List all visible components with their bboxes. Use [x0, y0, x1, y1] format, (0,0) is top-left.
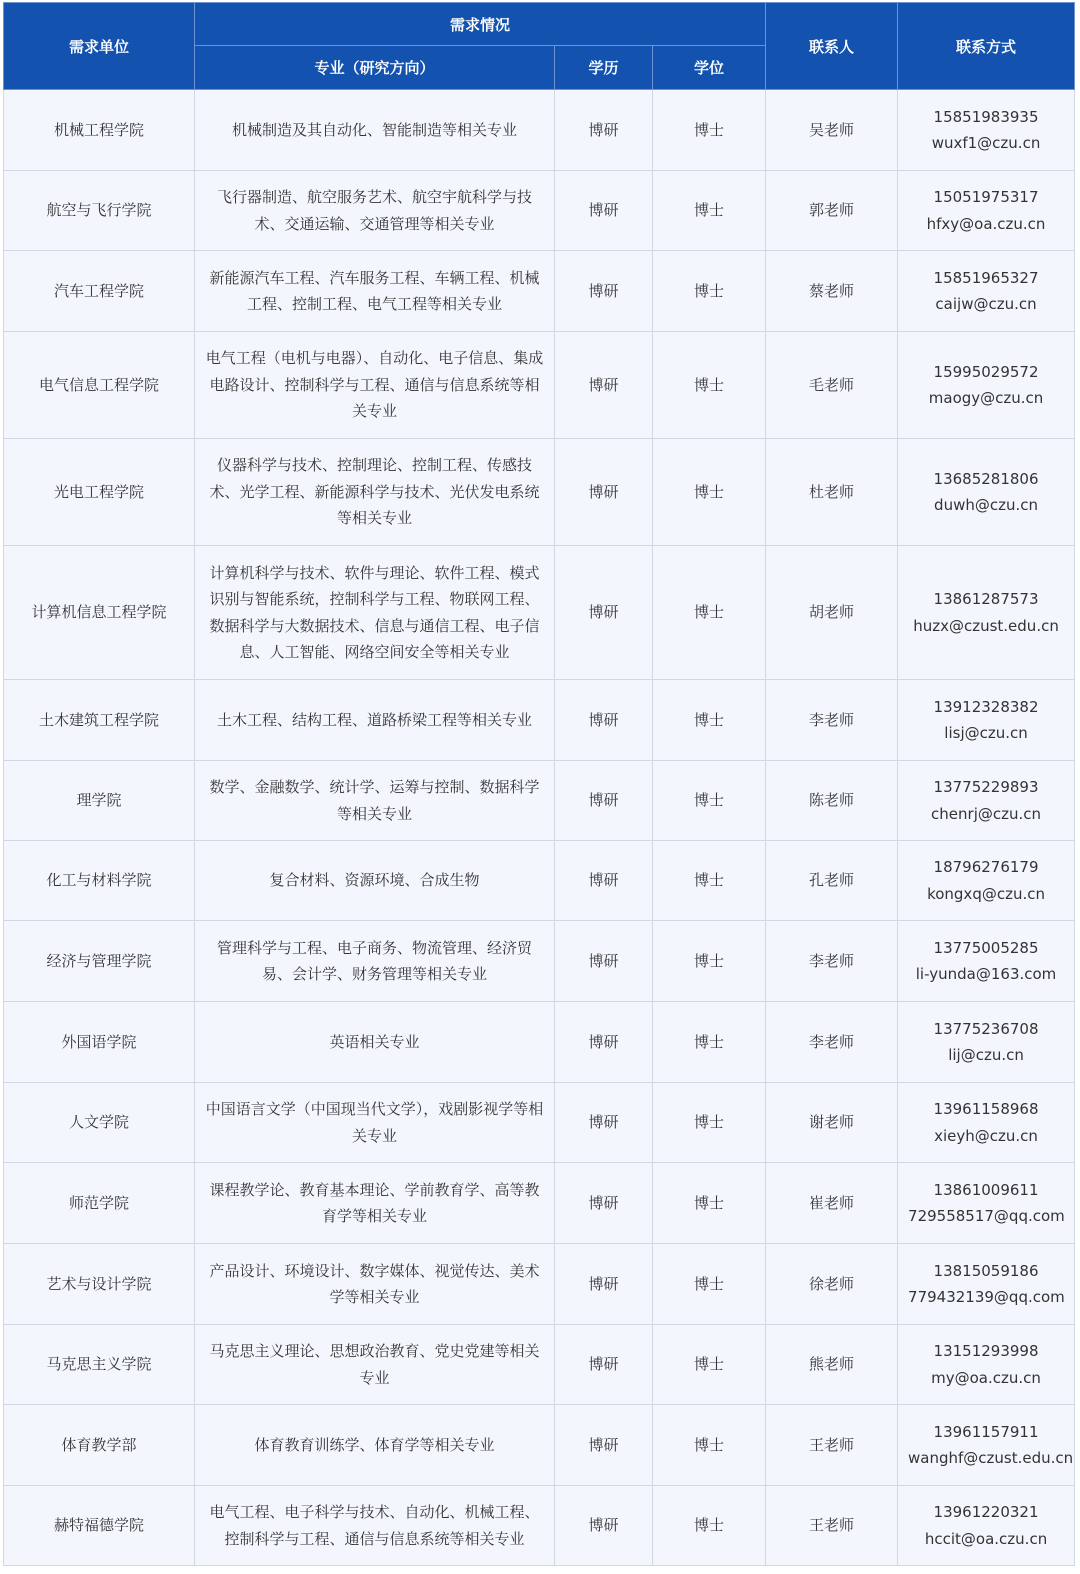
contact-info-cell [898, 921, 1075, 1002]
degree-cell: 博士 [653, 1083, 766, 1163]
degree-cell: 博士 [653, 90, 766, 171]
education-cell: 博研 [555, 90, 653, 171]
header-education: 学历 [555, 46, 653, 90]
education-cell: 博研 [555, 439, 653, 546]
unit-cell: 航空与飞行学院 [4, 171, 195, 251]
phone-number: 18796276179 [933, 858, 1039, 876]
phone-number: 13961220321 [933, 1503, 1039, 1521]
unit-cell: 电气信息工程学院 [4, 332, 195, 439]
table-row [4, 251, 1075, 332]
major-cell: 产品设计、环境设计、数字媒体、视觉传达、美术学等相关专业 [195, 1244, 555, 1325]
table-row [4, 332, 1075, 439]
education-cell: 博研 [555, 1163, 653, 1244]
table-body [4, 90, 1075, 1566]
education-cell: 博研 [555, 1405, 653, 1486]
table-row [4, 1163, 1075, 1244]
contact-info-cell [898, 332, 1075, 439]
phone-number: 13961157911 [933, 1422, 1039, 1441]
phone-number: 15851983935 [933, 107, 1039, 126]
degree-cell: 博士 [653, 439, 766, 546]
unit-cell: 外国语学院 [4, 1002, 195, 1083]
education-cell: 博研 [555, 1083, 653, 1163]
email-address[interactable]: chenrj@czu.cn [931, 804, 1042, 823]
degree-cell: 博士 [653, 1325, 766, 1405]
degree-cell: 博士 [653, 921, 766, 1002]
table-row [4, 439, 1075, 546]
email-address[interactable]: li-yunda@163.com [915, 965, 1057, 983]
degree-cell: 博士 [653, 680, 766, 761]
table-row [4, 1002, 1075, 1083]
major-cell: 计算机科学与技术、软件与理论、软件工程、模式识别与智能系统，控制科学与工程、物联网工程、数据科学与大数据技术、信息与通信工程、电子信息、人工智能、网络空间安全等相关专业 [195, 546, 555, 680]
education-cell: 博研 [555, 1325, 653, 1405]
contact-person-cell: 杜老师 [766, 439, 898, 546]
major-cell: 课程教学论、教育基本理论、学前教育学、高等教育学等相关专业 [195, 1163, 555, 1244]
degree-cell: 博士 [653, 1163, 766, 1244]
degree-cell: 博士 [653, 761, 766, 841]
degree-cell: 博士 [653, 1002, 766, 1083]
header-unit: 需求单位 [4, 3, 195, 90]
contact-person-cell: 蔡老师 [766, 251, 898, 332]
email-address[interactable]: my@oa.czu.cn [931, 1368, 1041, 1387]
email-address[interactable]: lij@czu.cn [948, 1046, 1024, 1064]
contact-info-cell [898, 1405, 1075, 1486]
degree-cell: 博士 [653, 1405, 766, 1486]
phone-number: 13775236708 [933, 1019, 1039, 1038]
education-cell: 博研 [555, 761, 653, 841]
degree-cell: 博士 [653, 332, 766, 439]
education-cell: 博研 [555, 1002, 653, 1083]
contact-info-cell [898, 1163, 1075, 1244]
email-address[interactable]: maogy@czu.cn [928, 389, 1044, 407]
table-row [4, 1325, 1075, 1405]
email-address[interactable]: hccit@oa.czu.cn [924, 1529, 1048, 1548]
phone-number: 13861287573 [933, 590, 1039, 608]
contact-person-cell: 郭老师 [766, 171, 898, 251]
degree-cell: 博士 [653, 1244, 766, 1325]
contact-info-cell [898, 171, 1075, 251]
contact-info-cell [898, 546, 1075, 680]
degree-cell: 博士 [653, 546, 766, 680]
email-address[interactable]: wuxf1@czu.cn [931, 134, 1041, 152]
email-address[interactable]: 779432139@qq.com [908, 1288, 1065, 1306]
unit-cell: 马克思主义学院 [4, 1325, 195, 1405]
phone-number: 13775005285 [933, 938, 1039, 957]
contact-info-cell [898, 90, 1075, 171]
phone-number: 15851965327 [933, 268, 1039, 287]
contact-person-cell: 李老师 [766, 1002, 898, 1083]
header-degree: 学位 [653, 46, 766, 90]
major-cell: 体育教育训练学、体育学等相关专业 [195, 1405, 555, 1486]
contact-person-cell: 陈老师 [766, 761, 898, 841]
major-cell: 新能源汽车工程、汽车服务工程、车辆工程、机械工程、控制工程、电气工程等相关专业 [195, 251, 555, 332]
contact-info-cell [898, 1325, 1075, 1405]
contact-person-cell: 徐老师 [766, 1244, 898, 1325]
education-cell: 博研 [555, 546, 653, 680]
education-cell: 博研 [555, 1244, 653, 1325]
major-cell: 飞行器制造、航空服务艺术、航空宇航科学与技术、交通运输、交通管理等相关专业 [195, 171, 555, 251]
table-row [4, 841, 1075, 921]
contact-person-cell: 胡老师 [766, 546, 898, 680]
table-row [4, 680, 1075, 761]
contact-person-cell: 王老师 [766, 1486, 898, 1566]
table-row [4, 761, 1075, 841]
degree-cell: 博士 [653, 1486, 766, 1566]
phone-number: 13912328382 [933, 697, 1039, 716]
header-major: 专业（研究方向） [195, 46, 555, 90]
major-cell: 马克思主义理论、思想政治教育、党史党建等相关专业 [195, 1325, 555, 1405]
contact-person-cell: 王老师 [766, 1405, 898, 1486]
phone-number: 13815059186 [933, 1261, 1039, 1280]
unit-cell: 体育教学部 [4, 1405, 195, 1486]
major-cell: 仪器科学与技术、控制理论、控制工程、传感技术、光学工程、新能源科学与技术、光伏发电系统等相关专业 [195, 439, 555, 546]
contact-info-cell [898, 439, 1075, 546]
contact-info-cell [898, 841, 1075, 921]
unit-cell: 理学院 [4, 761, 195, 841]
major-cell: 复合材料、资源环境、合成生物 [195, 841, 555, 921]
table-row [4, 1083, 1075, 1163]
phone-number: 13961158968 [933, 1100, 1039, 1118]
unit-cell: 艺术与设计学院 [4, 1244, 195, 1325]
major-cell: 数学、金融数学、统计学、运筹与控制、数据科学等相关专业 [195, 761, 555, 841]
education-cell: 博研 [555, 841, 653, 921]
degree-cell: 博士 [653, 841, 766, 921]
degree-cell: 博士 [653, 251, 766, 332]
contact-person-cell: 李老师 [766, 680, 898, 761]
contact-person-cell: 孔老师 [766, 841, 898, 921]
contact-person-cell: 崔老师 [766, 1163, 898, 1244]
contact-person-cell: 李老师 [766, 921, 898, 1002]
contact-person-cell: 谢老师 [766, 1083, 898, 1163]
email-address[interactable]: kongxq@czu.cn [927, 884, 1045, 903]
major-cell: 机械制造及其自动化、智能制造等相关专业 [195, 90, 555, 171]
unit-cell: 计算机信息工程学院 [4, 546, 195, 680]
unit-cell: 机械工程学院 [4, 90, 195, 171]
major-cell: 电气工程、电子科学与技术、自动化、机械工程、控制科学与工程、通信与信息系统等相关专业 [195, 1486, 555, 1566]
table-row [4, 1405, 1075, 1486]
table-row [4, 171, 1075, 251]
contact-person-cell: 毛老师 [766, 332, 898, 439]
major-cell: 中国语言文学（中国现当代文学），戏剧影视学等相关专业 [195, 1083, 555, 1163]
table-row [4, 1486, 1075, 1566]
contact-info-cell [898, 1486, 1075, 1566]
unit-cell: 赫特福德学院 [4, 1486, 195, 1566]
degree-cell: 博士 [653, 171, 766, 251]
phone-number: 13861009611 [933, 1180, 1039, 1199]
contact-info-cell [898, 1244, 1075, 1325]
education-cell: 博研 [555, 332, 653, 439]
table-row [4, 1244, 1075, 1325]
contact-person-cell: 熊老师 [766, 1325, 898, 1405]
table-row [4, 90, 1075, 171]
unit-cell: 师范学院 [4, 1163, 195, 1244]
education-cell: 博研 [555, 921, 653, 1002]
contact-info-cell [898, 680, 1075, 761]
phone-number: 15051975317 [933, 188, 1039, 206]
major-cell: 管理科学与工程、电子商务、物流管理、经济贸易、会计学、财务管理等相关专业 [195, 921, 555, 1002]
table-row [4, 921, 1075, 1002]
major-cell: 英语相关专业 [195, 1002, 555, 1083]
email-address[interactable]: wanghf@czust.edu.cn [908, 1449, 1074, 1467]
major-cell: 电气工程（电机与电器）、自动化、电子信息、集成电路设计、控制科学与工程、通信与信息系统等相关专业 [195, 332, 555, 439]
education-cell: 博研 [555, 171, 653, 251]
education-cell: 博研 [555, 680, 653, 761]
contact-info-cell [898, 1083, 1075, 1163]
major-cell: 土木工程、结构工程、道路桥梁工程等相关专业 [195, 680, 555, 761]
contact-info-cell [898, 761, 1075, 841]
email-address[interactable]: xieyh@czu.cn [934, 1126, 1038, 1145]
recruitment-table [3, 2, 1075, 1566]
unit-cell: 汽车工程学院 [4, 251, 195, 332]
header-contact-person: 联系人 [766, 3, 898, 90]
contact-info-cell [898, 1002, 1075, 1083]
phone-number: 13685281806 [933, 469, 1039, 488]
phone-number: 13775229893 [933, 778, 1039, 796]
email-address[interactable]: lisj@czu.cn [944, 724, 1028, 742]
unit-cell: 光电工程学院 [4, 439, 195, 546]
email-address[interactable]: 729558517@qq.com [908, 1207, 1065, 1225]
email-address[interactable]: hfxy@oa.czu.cn [926, 214, 1046, 233]
email-address[interactable]: caijw@czu.cn [935, 295, 1037, 313]
email-address[interactable]: duwh@czu.cn [934, 496, 1038, 514]
unit-cell: 经济与管理学院 [4, 921, 195, 1002]
unit-cell: 土木建筑工程学院 [4, 680, 195, 761]
contact-person-cell: 吴老师 [766, 90, 898, 171]
unit-cell: 化工与材料学院 [4, 841, 195, 921]
header-demand: 需求情况 [195, 3, 766, 46]
education-cell: 博研 [555, 251, 653, 332]
header-contact-info: 联系方式 [898, 3, 1075, 90]
education-cell: 博研 [555, 1486, 653, 1566]
table-row [4, 546, 1075, 680]
contact-info-cell [898, 251, 1075, 332]
unit-cell: 人文学院 [4, 1083, 195, 1163]
phone-number: 13151293998 [933, 1342, 1039, 1360]
phone-number: 15995029572 [933, 362, 1039, 381]
email-address[interactable]: huzx@czust.edu.cn [913, 616, 1059, 635]
